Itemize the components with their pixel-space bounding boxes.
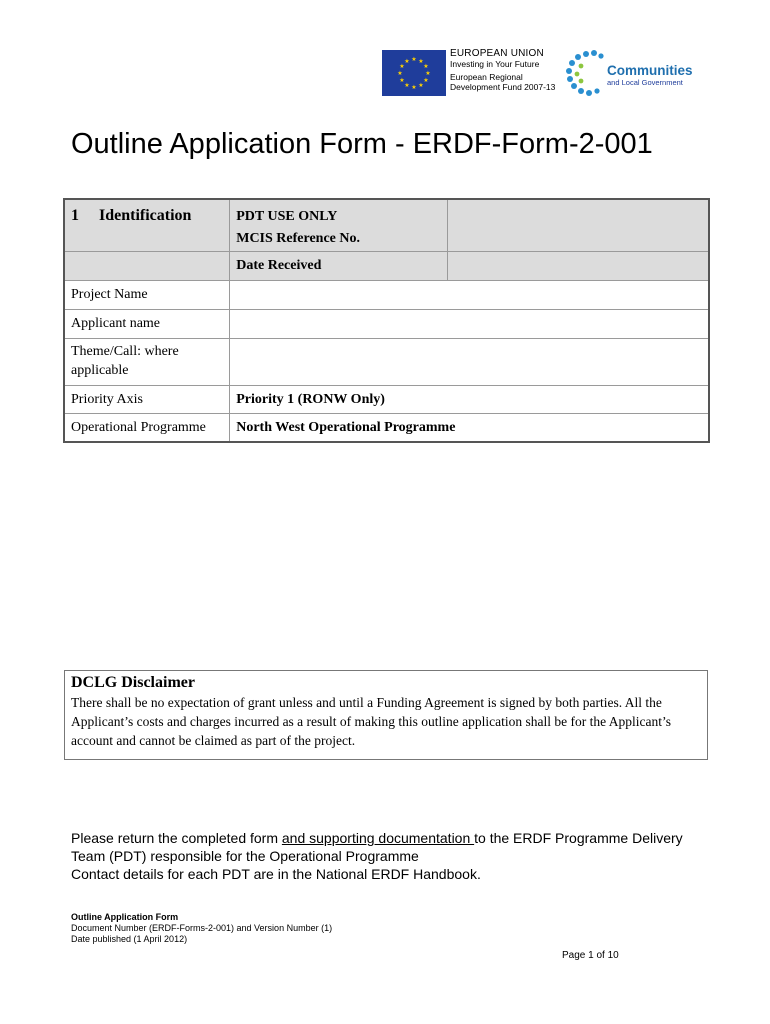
operational-programme-value: North West Operational Programme xyxy=(230,413,709,442)
applicant-name-field[interactable] xyxy=(230,309,709,338)
svg-text:★: ★ xyxy=(399,63,405,70)
disclaimer-title: DCLG Disclaimer xyxy=(71,674,195,691)
priority-axis-value: Priority 1 (RONW Only) xyxy=(230,385,709,413)
communities-logo-name: Communities xyxy=(607,63,693,78)
disclaimer-body: There shall be no expectation of grant unless and until a Funding Agreement is signed by both parties. All the Applicant’s costs and charges incurred as a result of making this outline application shall be for the Applicant’s account and cannot be claimed as part of the project. xyxy=(71,695,671,748)
priority-axis-label: Priority Axis xyxy=(64,385,230,413)
theme-call-field[interactable] xyxy=(230,338,709,385)
return-instructions: Please return the completed form and supporting documentation to the ERDF Programme Delivery Team (PDT) responsible for the Operational Programme Contact details for each PDT are in the National ERDF Handbook. xyxy=(71,830,683,882)
svg-text:★: ★ xyxy=(423,63,429,70)
mcis-reference-field[interactable] xyxy=(447,199,709,251)
svg-text:★: ★ xyxy=(404,82,410,89)
eu-logo-text: EUROPEAN UNION Investing in Your Future European Regional Development Fund 2007-13 xyxy=(450,48,556,92)
svg-text:★: ★ xyxy=(418,82,424,89)
theme-call-label: Theme/Call: where applicable xyxy=(64,338,230,385)
supporting-documentation-text: and supporting documentation xyxy=(281,830,475,846)
communities-dots-icon xyxy=(564,48,608,98)
date-received-field[interactable] xyxy=(447,251,709,280)
project-name-field[interactable] xyxy=(230,280,709,309)
svg-text:★: ★ xyxy=(423,77,429,84)
svg-text:★: ★ xyxy=(425,70,431,77)
svg-text:★: ★ xyxy=(411,56,417,63)
svg-text:★: ★ xyxy=(404,58,410,65)
page-number: Page 1 of 10 xyxy=(562,950,619,961)
section-heading: 1 Identification xyxy=(64,199,230,251)
date-received-label: Date Received xyxy=(230,251,447,280)
document-footer: Outline Application Form Document Number (ERDF-Forms-2-001) and Version Number (1) Date published (1 April 2012) xyxy=(71,912,333,944)
pdt-use-only-cell: PDT USE ONLY MCIS Reference No. xyxy=(230,199,447,251)
operational-programme-label: Operational Programme xyxy=(64,413,230,442)
svg-text:★: ★ xyxy=(418,58,424,65)
eu-stars-icon xyxy=(382,50,446,96)
eu-flag-logo xyxy=(382,50,446,96)
communities-logo-sub: and Local Government xyxy=(607,78,683,87)
project-name-label: Project Name xyxy=(64,280,230,309)
page-title: Outline Application Form - ERDF-Form-2-001 xyxy=(71,128,653,160)
identification-table xyxy=(63,198,710,443)
svg-text:★: ★ xyxy=(411,84,417,91)
svg-text:★: ★ xyxy=(399,77,405,84)
disclaimer-box xyxy=(64,670,708,760)
applicant-name-label: Applicant name xyxy=(64,309,230,338)
svg-text:★: ★ xyxy=(397,70,403,77)
